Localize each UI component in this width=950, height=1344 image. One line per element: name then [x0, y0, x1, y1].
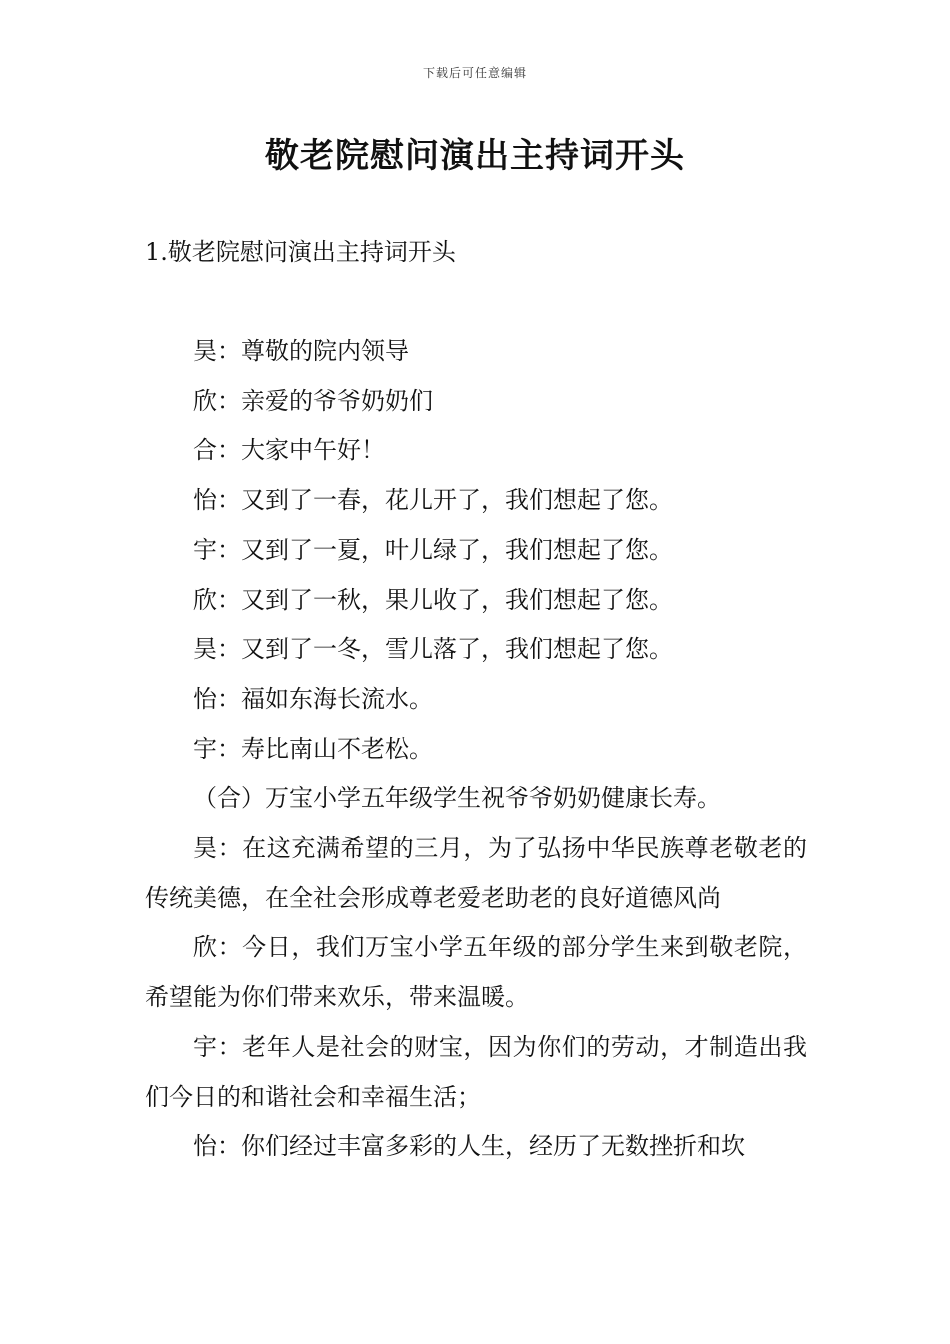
paragraph-1: 昊：尊敬的院内领导 — [193, 337, 409, 365]
paragraph-5: 宇：又到了一夏，叶儿绿了，我们想起了您。 — [193, 535, 673, 564]
body-text — [145, 327, 807, 1172]
paragraph-7: 昊：又到了一冬，雪儿落了，我们想起了您。 — [193, 635, 673, 664]
paragraph-10: （合）万宝小学五年级学生祝爷爷奶奶健康长寿。 — [193, 784, 721, 813]
paragraph-3: 合：大家中午好！ — [193, 436, 385, 465]
header-note: 下载后可任意编辑 — [422, 66, 527, 80]
section-heading: 1.敬老院慰问演出主持词开头 — [145, 238, 456, 266]
paragraph-6: 欣：又到了一秋，果儿收了，我们想起了您。 — [193, 585, 673, 614]
paragraph-11: 昊：在这充满希望的三月，为了弘扬中华民族尊老敬老的传统美德，在全社会形成尊老爱老助老的良好道德风尚 — [145, 834, 807, 912]
paragraph-2: 欣：亲爱的爷爷奶奶们 — [193, 386, 433, 415]
paragraph-8: 怡：福如东海长流水。 — [193, 684, 433, 713]
document-title: 敬老院慰问演出主持词开头 — [265, 136, 685, 176]
paragraph-9: 宇：寿比南山不老松。 — [193, 734, 433, 763]
paragraph-12: 欣：今日，我们万宝小学五年级的部分学生来到敬老院，希望能为你们带来欢乐，带来温暖。 — [145, 933, 807, 1012]
paragraph-14: 怡：你们经过丰富多彩的人生，经历了无数挫折和坎 — [193, 1132, 745, 1161]
paragraph-13: 宇：老年人是社会的财宝，因为你们的劳动，才制造出我们今日的和谐社会和幸福生活； — [145, 1032, 807, 1111]
paragraph-4: 怡：又到了一春，花儿开了，我们想起了您。 — [193, 486, 673, 515]
